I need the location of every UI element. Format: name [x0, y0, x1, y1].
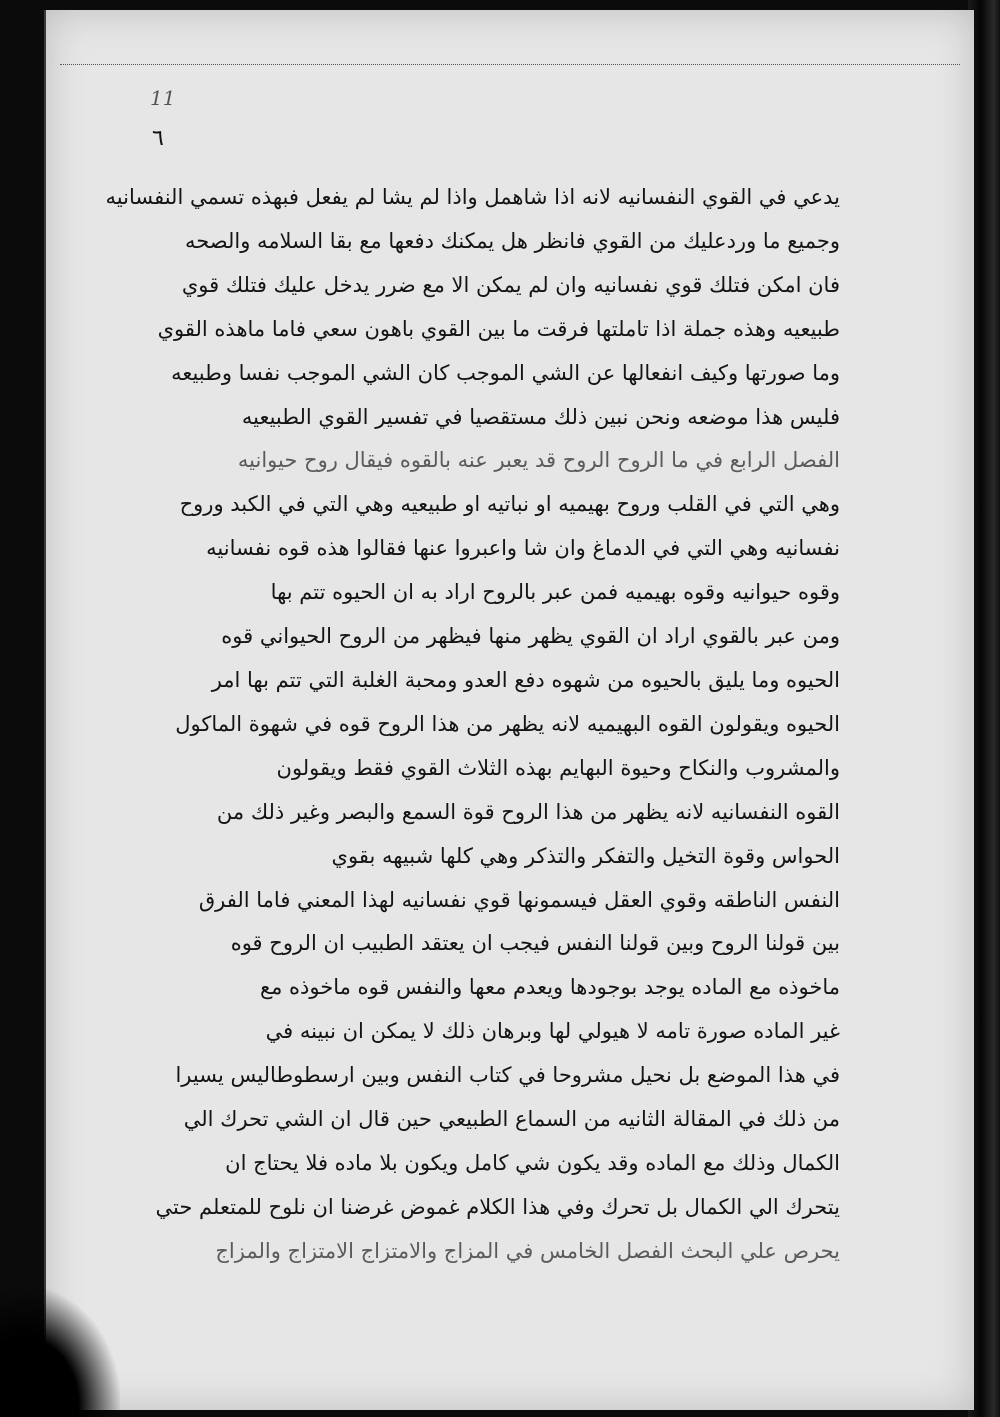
text-line: الكمال وذلك مع الماده وقد يكون شي كامل ويكون بلا ماده فلا يحتاج ان	[225, 1150, 840, 1175]
text-line: ومن عبر بالقوي اراد ان القوي يظهر منها فيظهر من الروح الحيواني قوه	[221, 624, 840, 649]
text-line: بين قولنا الروح وبين قولنا النفس فيجب ان يعتقد الطبيب ان الروح قوه	[230, 931, 840, 956]
text-line: ماخوذه مع الماده يوجد بوجودها ويعدم معها والنفس قوه ماخوذه مع	[259, 975, 840, 1000]
page-number: ٦	[152, 126, 164, 151]
text-line: غير الماده صورة تامه لا هيولي لها وبرهان ذلك لا يمكن ان نبينه في	[265, 1019, 840, 1044]
text-line: من ذلك في المقالة الثانيه من السماع الطبيعي حين قال ان الشي تحرك الي	[183, 1107, 840, 1132]
text-line: يتحرك الي الكمال بل تحرك وفي هذا الكلام غموض غرضنا ان نلوح للمتعلم حتي	[155, 1194, 840, 1219]
manuscript-text	[105, 176, 840, 1274]
text-line: فليس هذا موضعه ونحن نبين ذلك مستقصيا في تفسير القوي الطبيعيه	[241, 404, 840, 429]
text-line: والمشروب والنكاح وحيوة البهايم بهذه الثلاث القوي فقط ويقولون	[276, 755, 840, 780]
ink-blot	[0, 1287, 120, 1417]
text-line: وهي التي في القلب وروح بهيميه او نباتيه او طبيعيه وهي التي في الكبد وروح	[179, 492, 840, 517]
text-line: فان امكن فتلك قوي نفسانيه وان لم يمكن الا مع ضرر يدخل عليك فتلك قوي	[181, 272, 840, 297]
fold-line	[60, 64, 960, 65]
text-line: وقوه حيوانيه وقوه بهيميه فمن عبر بالروح اراد به ان الحيوه تتم بها	[270, 580, 840, 605]
section-heading-line: الفصل الرابع في ما الروح الروح قد يعبر عنه بالقوه فيقال روح حيوانيه	[237, 448, 840, 473]
section-heading-line: يحرص علي البحث الفصل الخامس في المزاج والامتزاج الامتزاج والمزاج	[215, 1238, 840, 1263]
folio-number: 11	[150, 86, 176, 110]
text-line: وما صورتها وكيف انفعالها عن الشي الموجب كان الشي الموجب نفسا وطبيعه	[171, 360, 840, 385]
text-line: الحيوه وما يليق بالحيوه من شهوه دفع العدو ومحبة الغلبة التي تتم بها امر	[211, 667, 840, 692]
text-line: وجميع ما وردعليك من القوي فانظر هل يمكنك دفعها مع بقا السلامه والصحه	[184, 228, 840, 253]
text-line: في هذا الموضع بل نحيل مشروحا في كتاب النفس وبين ارسطوطاليس يسيرا	[175, 1063, 840, 1088]
text-line: الحواس وقوة التخيل والتفكر والتذكر وهي كلها شبيهه بقوي	[331, 843, 840, 868]
text-line: نفسانيه وهي التي في الدماغ وان شا واعبروا عنها فقالوا هذه قوه نفسانيه	[206, 536, 840, 561]
text-line: القوه النفسانيه لانه يظهر من هذا الروح قوة السمع والبصر وغير ذلك من	[216, 799, 840, 824]
text-line: الحيوه ويقولون القوه البهيميه لانه يظهر من هذا الروح قوه في شهوة الماكول	[175, 711, 840, 736]
text-line: يدعي في القوي النفسانيه لانه اذا شاهمل واذا لم يشا لم يفعل فبهذه تسمي النفسانيه	[105, 185, 840, 209]
text-line: طبيعيه وهذه جملة اذا تاملتها فرقت ما بين القوي باهون سعي فاما ماهذه القوي	[157, 316, 840, 341]
text-line: النفس الناطقه وقوي العقل فيسمونها قوي نفسانيه لهذا المعني فاما الفرق	[198, 887, 840, 912]
